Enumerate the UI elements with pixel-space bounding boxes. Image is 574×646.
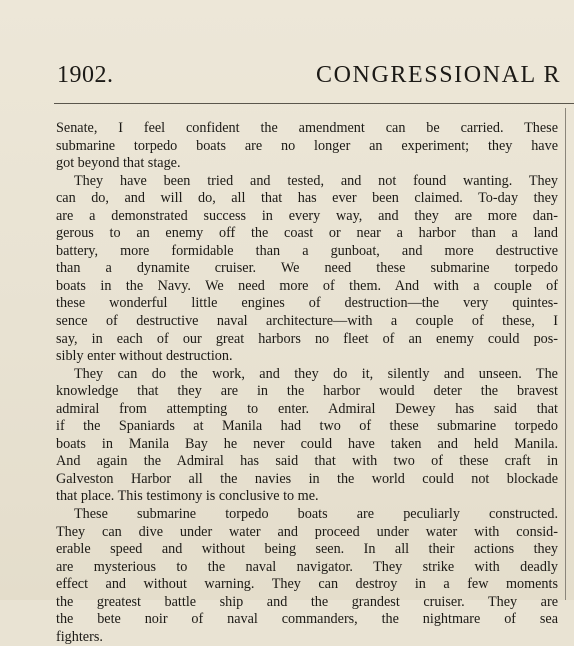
text-line: admiral from attempting to enter. Admiral Dewey has said that: [56, 400, 558, 417]
article-column: [56, 120, 558, 645]
text-line: the bete noir of naval commanders, the nightmare of sea: [56, 611, 558, 628]
text-line: that place. This testimony is conclusive to me.: [56, 488, 319, 505]
text-line: knowledge that they are in the harbor would deter the bravest: [56, 383, 558, 400]
text-line: than a dynamite cruiser. We need these submarine torpedo: [56, 260, 558, 277]
text-line: if the Spaniards at Manila had two of these submarine torpedo: [56, 418, 558, 435]
text-line: fighters.: [56, 628, 103, 645]
text-line: effect and without warning. They can destroy in a few moments: [56, 576, 558, 593]
text-line: Senate, I feel confident the amendment can be carried. These: [56, 120, 558, 136]
text-line: are a demonstrated success in every way, and they are more dan-: [56, 207, 558, 224]
column-divider: [565, 108, 566, 600]
text-line: these wonderful little engines of destruction—the very quintes-: [56, 295, 558, 312]
text-line: They can dive under water and proceed under water with consid-: [56, 523, 558, 540]
text-line: sence of destructive naval architecture—with a couple of these, I: [56, 313, 558, 330]
text-line: say, in each of our great harbors no fleet of an enemy could pos-: [56, 330, 558, 347]
text-line: the greatest battle ship and the grandest cruiser. They are: [56, 593, 558, 610]
text-line: gerous to an enemy off the coast or near a harbor than a land: [56, 225, 558, 242]
text-line: can do, and will do, all that has ever been claimed. To-day they: [56, 190, 558, 207]
header-title: CONGRESSIONAL R: [316, 62, 562, 88]
text-line: boats in the Navy. We need more of them. And with a couple of: [56, 277, 558, 294]
header-year: 1902.: [57, 62, 114, 88]
text-line: Galveston Harbor all the navies in the world could not blockade: [56, 470, 558, 487]
text-line: got beyond that stage.: [56, 155, 181, 172]
text-line: erable speed and without being seen. In all their actions they: [56, 541, 558, 558]
text-line: are mysterious to the naval navigator. They strike with deadly: [56, 558, 558, 575]
text-line: They can do the work, and they do it, silently and unseen. The: [74, 365, 558, 382]
text-line: submarine torpedo boats are no longer an experiment; they have: [56, 137, 558, 154]
header-rule: [54, 103, 574, 104]
text-line: battery, more formidable than a gunboat, and more destructive: [56, 242, 558, 259]
text-line: And again the Admiral has said that with two of these craft in: [56, 453, 558, 470]
text-line: They have been tried and tested, and not found wanting. They: [74, 172, 558, 189]
text-line: These submarine torpedo boats are peculiarly constructed.: [74, 506, 558, 523]
text-line: boats in Manila Bay he never could have taken and held Manila.: [56, 435, 558, 452]
text-line: sibly enter without destruction.: [56, 348, 233, 365]
page-header: [0, 58, 574, 94]
